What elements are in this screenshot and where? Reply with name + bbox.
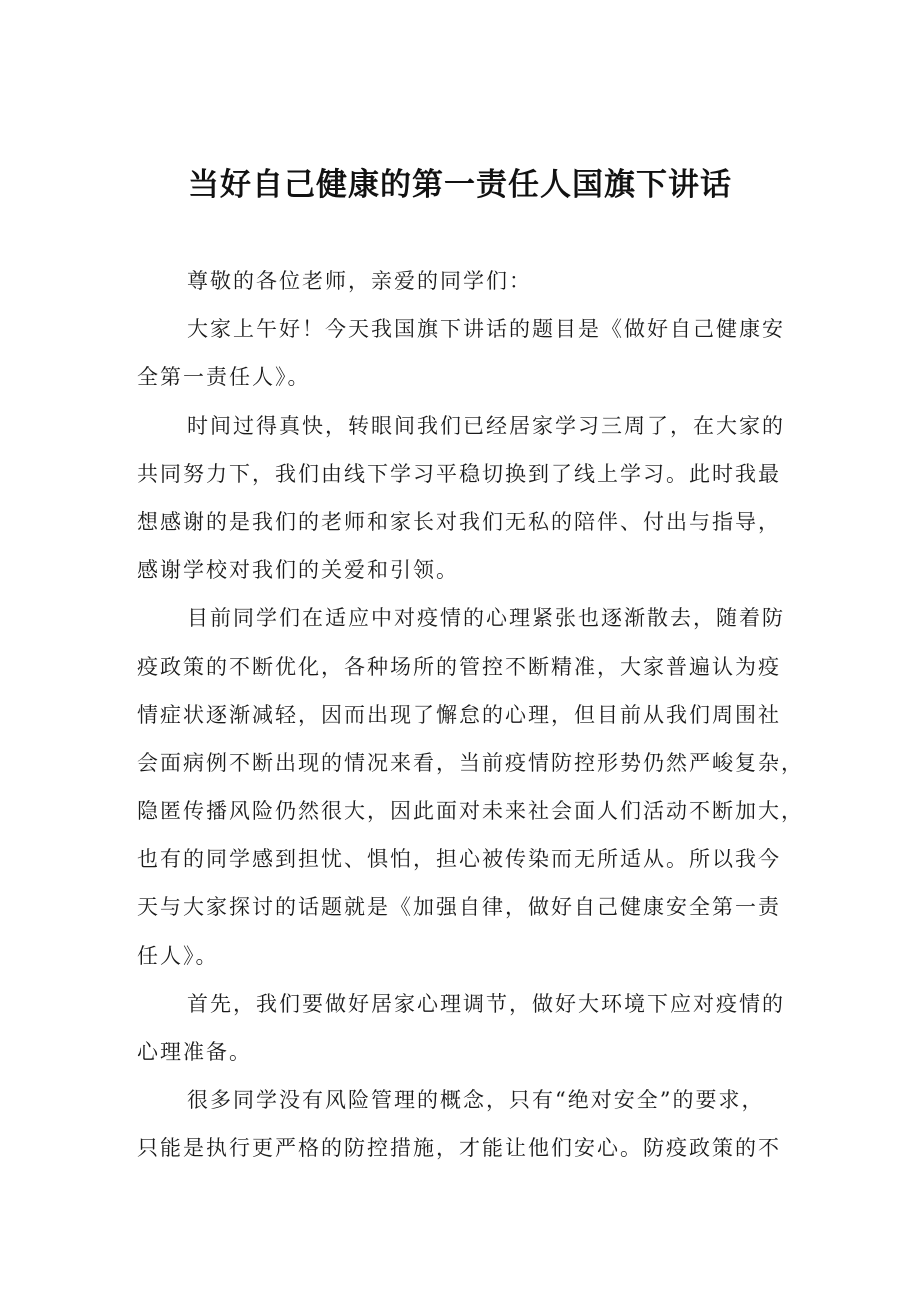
text-line: 天与大家探讨的话题就是《加强自律，做好自己健康安全第一责 [137, 895, 781, 920]
text-line: 心理准备。 [137, 1040, 252, 1064]
text-line: 情症状逐渐减轻，因而出现了懈怠的心理，但目前从我们周围社 [137, 702, 781, 727]
text-line: 目前同学们在适应中对疫情的心理紧张也逐渐散去，随着防 [187, 606, 785, 631]
text-line: 想感谢的是我们的老师和家长对我们无私的陪伴、付出与指导， [137, 509, 781, 534]
text-line: 首先，我们要做好居家心理调节，做好大环境下应对疫情的 [187, 991, 785, 1016]
text-line: 只能是执行更严格的防控措施，才能让他们安心。防疫政策的不 [137, 1136, 781, 1161]
text-line: 大家上午好！今天我国旗下讲话的题目是《做好自己健康安 [187, 317, 785, 342]
text-line: 时间过得真快，转眼间我们已经居家学习三周了，在大家的 [187, 413, 785, 438]
text-line: 也有的同学感到担忧、惧怕，担心被传染而无所适从。所以我今 [137, 847, 781, 872]
text-line: 很多同学没有风险管理的概念，只有“绝对安全”的要求， [187, 1088, 765, 1113]
text-line: 疫政策的不断优化，各种场所的管控不断精准，大家普遍认为疫 [137, 654, 781, 679]
text-line: 尊敬的各位老师，亲爱的同学们： [187, 269, 532, 293]
text-line: 隐匿传播风险仍然很大，因此面对未来社会面人们活动不断加大， [137, 799, 804, 824]
text-line: 共同努力下，我们由线下学习平稳切换到了线上学习。此时我最 [137, 461, 781, 486]
text-line: 会面病例不断出现的情况来看，当前疫情防控形势仍然严峻复杂， [137, 750, 804, 775]
text-line: 全第一责任人》。 [137, 365, 311, 390]
document-body [137, 257, 804, 1173]
text-line: 任人》。 [137, 943, 219, 968]
text-line: 感谢学校对我们的关爱和引领。 [137, 558, 459, 583]
document-title: 当好自己健康的第一责任人国旗下讲话 [188, 167, 732, 203]
